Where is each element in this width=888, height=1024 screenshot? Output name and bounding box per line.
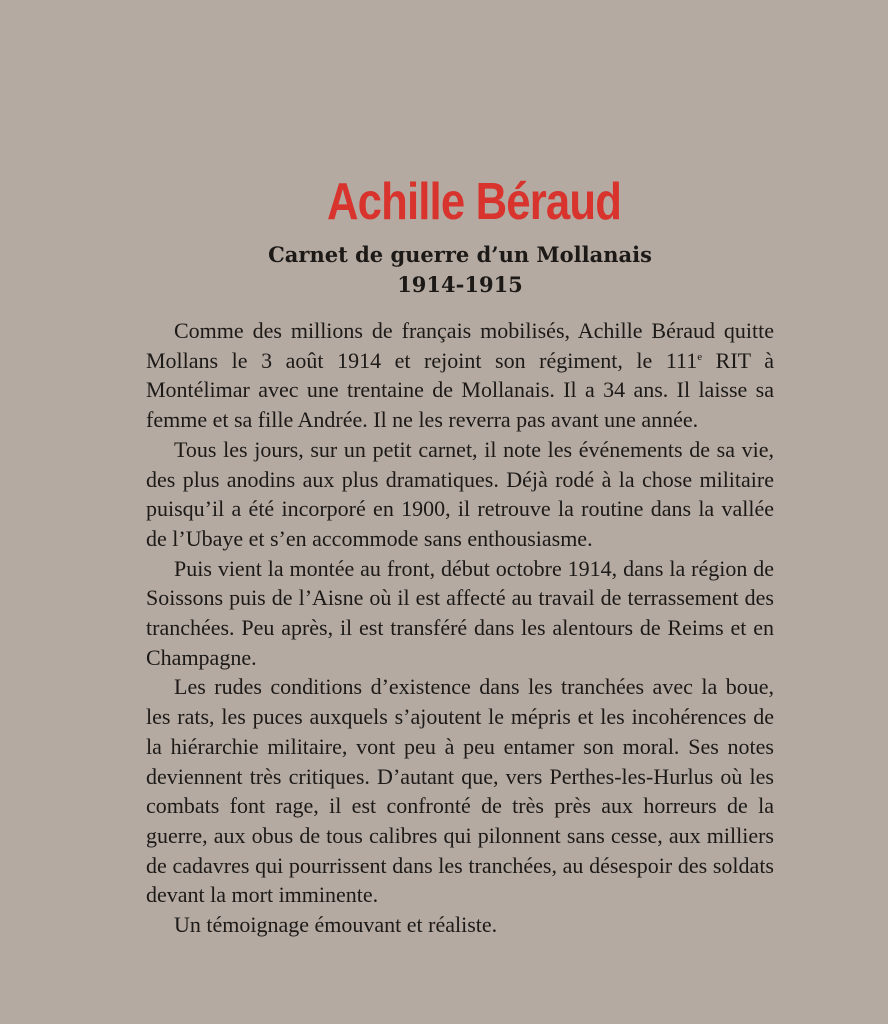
author-name: Achille Béraud [326,173,622,231]
book-subtitle: Carnet de guerre d’un Mollanais [268,242,652,267]
paragraph-3: Puis vient la montée au front, début octobre 1914, dans la région de Soissons puis de l’Aisne où il est affecté au travail de terrassement des tranchées. Peu après, il est transféré dans les alentours de Reims et en Champagne. [146,555,774,670]
paragraph-2: Tous les jours, sur un petit carnet, il note les événements de sa vie, des plus anodins aux plus dramatiques. Déjà rodé à la chose militaire puisqu’il a été incorporé en 1900, il retrouve la routine dans la vallée de l’Ubaye et s’en accommode sans enthousiasme. [146,436,774,551]
summary-text [146,316,774,940]
book-years: 1914-1915 [397,272,523,297]
paragraph-1-start: Comme des millions de français mobilisés, Achille Béraud quitte Mollans le 3 août 1914 et rejoint son régiment, le 111 [146,318,774,373]
paragraph-1 [146,316,774,435]
paragraph-4: Les rudes conditions d’existence dans les tranchées avec la boue, les rats, les puces auxquels s’ajoutent le mépris et les incohérences de la hiérarchie militaire, vont peu à peu entamer son moral. Ses notes deviennent très critiques. D’autant que, vers Perthes-les-Hurlus où les combats font rage, il est confronté de très près aux horreurs de la guerre, aux obus de tous calibres qui pilonnent sans cesse, aux milliers de cadavres qui pourrissent dans les tranchées, au désespoir des soldats devant la mort imminente. [146,674,774,908]
paragraph-5: Un témoignage émouvant et réaliste. [174,912,498,938]
ordinal-superscript: e [697,350,703,363]
paragraph-1-end: RIT à Montélimar avec une trentaine de Mollanais. Il a 34 ans. Il laisse sa femme et sa fille Andrée. Il ne les reverra pas avant une année. [146,347,775,433]
